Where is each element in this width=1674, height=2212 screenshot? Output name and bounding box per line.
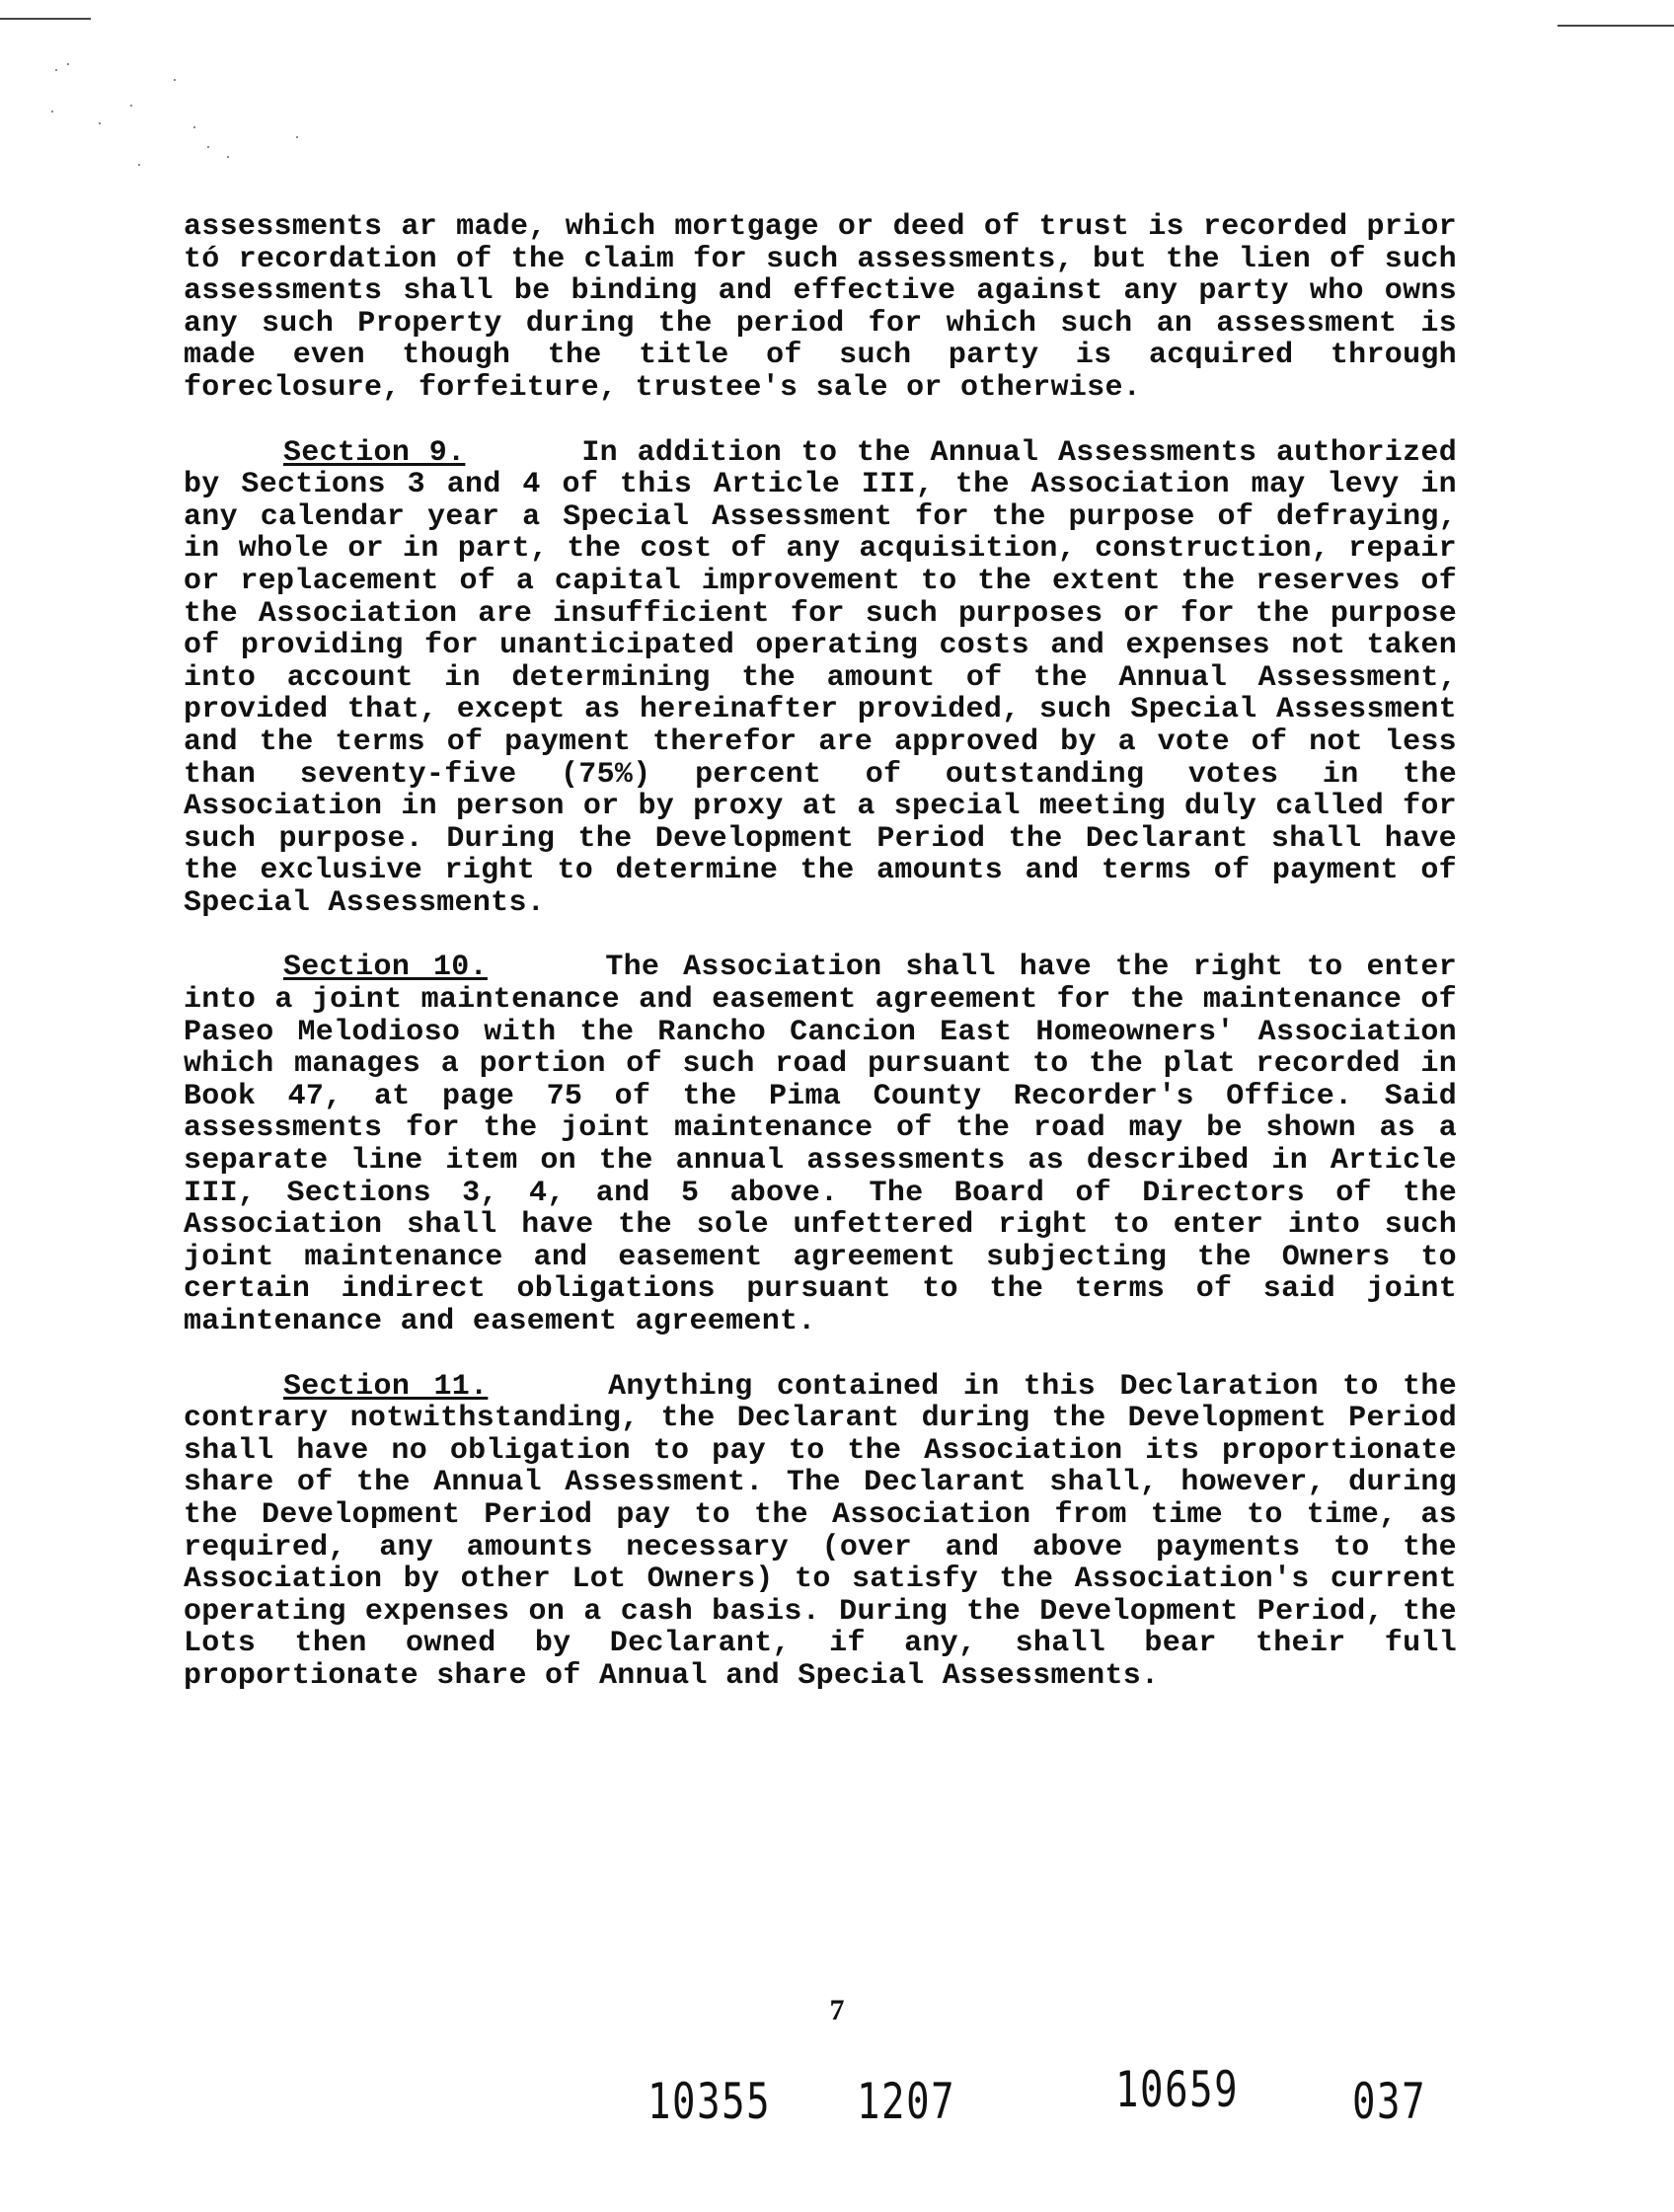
- section-heading: Section 10.: [283, 951, 488, 985]
- scan-edge-line-left: [0, 18, 91, 20]
- paragraph-section-10: [184, 952, 1457, 1337]
- document-body: [184, 211, 1457, 1725]
- paragraph-text: Anything contained in this Declaration to the contrary notwithstanding, the Declarant during the Development Period shall have no obligation to pay to the Association its proportionate share of the Annual Assessment. The Declarant shall, however, during the Development Period pay to the Association from time to time, as required, any amounts necessary (over and above payments to the Association by other Lot Owners) to satisfy the Association's current operating expenses on a cash basis. During the Development Period, the Lots then owned by Declarant, if any, shall bear their full proportionate share of Annual and Special Assessments.: [184, 1369, 1457, 1693]
- recording-stamp-docket: 10659: [1115, 2061, 1240, 2118]
- paragraph-text: In addition to the Annual Assessments authorized by Sections 3 and 4 of this Article III, the Association may levy in any calendar year a Special Assessment for the purpose of defraying, in whole or in part, the cost of any acquisition, construction, repair or replacement of a capital improvement to the extent the reserves of the Association are insufficient for such purposes or for the purpose of providing for unanticipated operating costs and expenses not taken into account in determining the amount of the Annual Assessment, provided that, except as hereinafter provided, such Special Assessment and the terms of payment therefor are approved by a vote of not less than seventy-five (75%) percent of outstanding votes in the Association in person or by proxy at a special meeting duly called for such purpose. During the Development Period the Declarant shall have the exclusive right to determine the amounts and terms of payment of Special Assessments.: [184, 435, 1458, 920]
- recording-stamp-page: 1207: [857, 2073, 956, 2130]
- section-heading: Section 9.: [283, 435, 466, 470]
- paragraph-text: The Association shall have the right to enter into a joint maintenance and easement agreement for the maintenance of Paseo Melodioso with the Rancho Cancion East Homeowners' Association which manages a portion of such road pursuant to the plat recorded in Book 47, at page 75 of the Pima County Recorder's Office. Said assessments for the joint maintenance of the road may be shown as a separate line item on the annual assessments as described in Article III, Sections 3, 4, and 5 above. The Board of Directors of the Association shall have the sole unfettered right to enter into such joint maintenance and easement agreement subjecting the Owners to certain indirect obligations pursuant to the terms of said joint maintenance and easement agreement.: [184, 951, 1457, 1338]
- paragraph-continuation: [184, 211, 1457, 405]
- recording-stamp-sequence: 037: [1352, 2073, 1427, 2130]
- paragraph-text: assessments ar made, which mortgage or deed of trust is recorded prior tó recordation of the claim for such assessments, but the lien of such assessments shall be binding and effective against any party who owns any such Property during the period for which such an assessment is made even though the title of such party is acquired through foreclosure, forfeiture, trustee's sale or otherwise.: [184, 210, 1457, 405]
- recording-stamp-book: 10355: [647, 2073, 772, 2130]
- paragraph-section-9: [184, 437, 1457, 920]
- section-heading: Section 11.: [283, 1369, 489, 1404]
- paragraph-section-11: [184, 1371, 1457, 1693]
- scan-edge-line-right: [1558, 25, 1674, 27]
- page-number: 7: [829, 1994, 845, 2026]
